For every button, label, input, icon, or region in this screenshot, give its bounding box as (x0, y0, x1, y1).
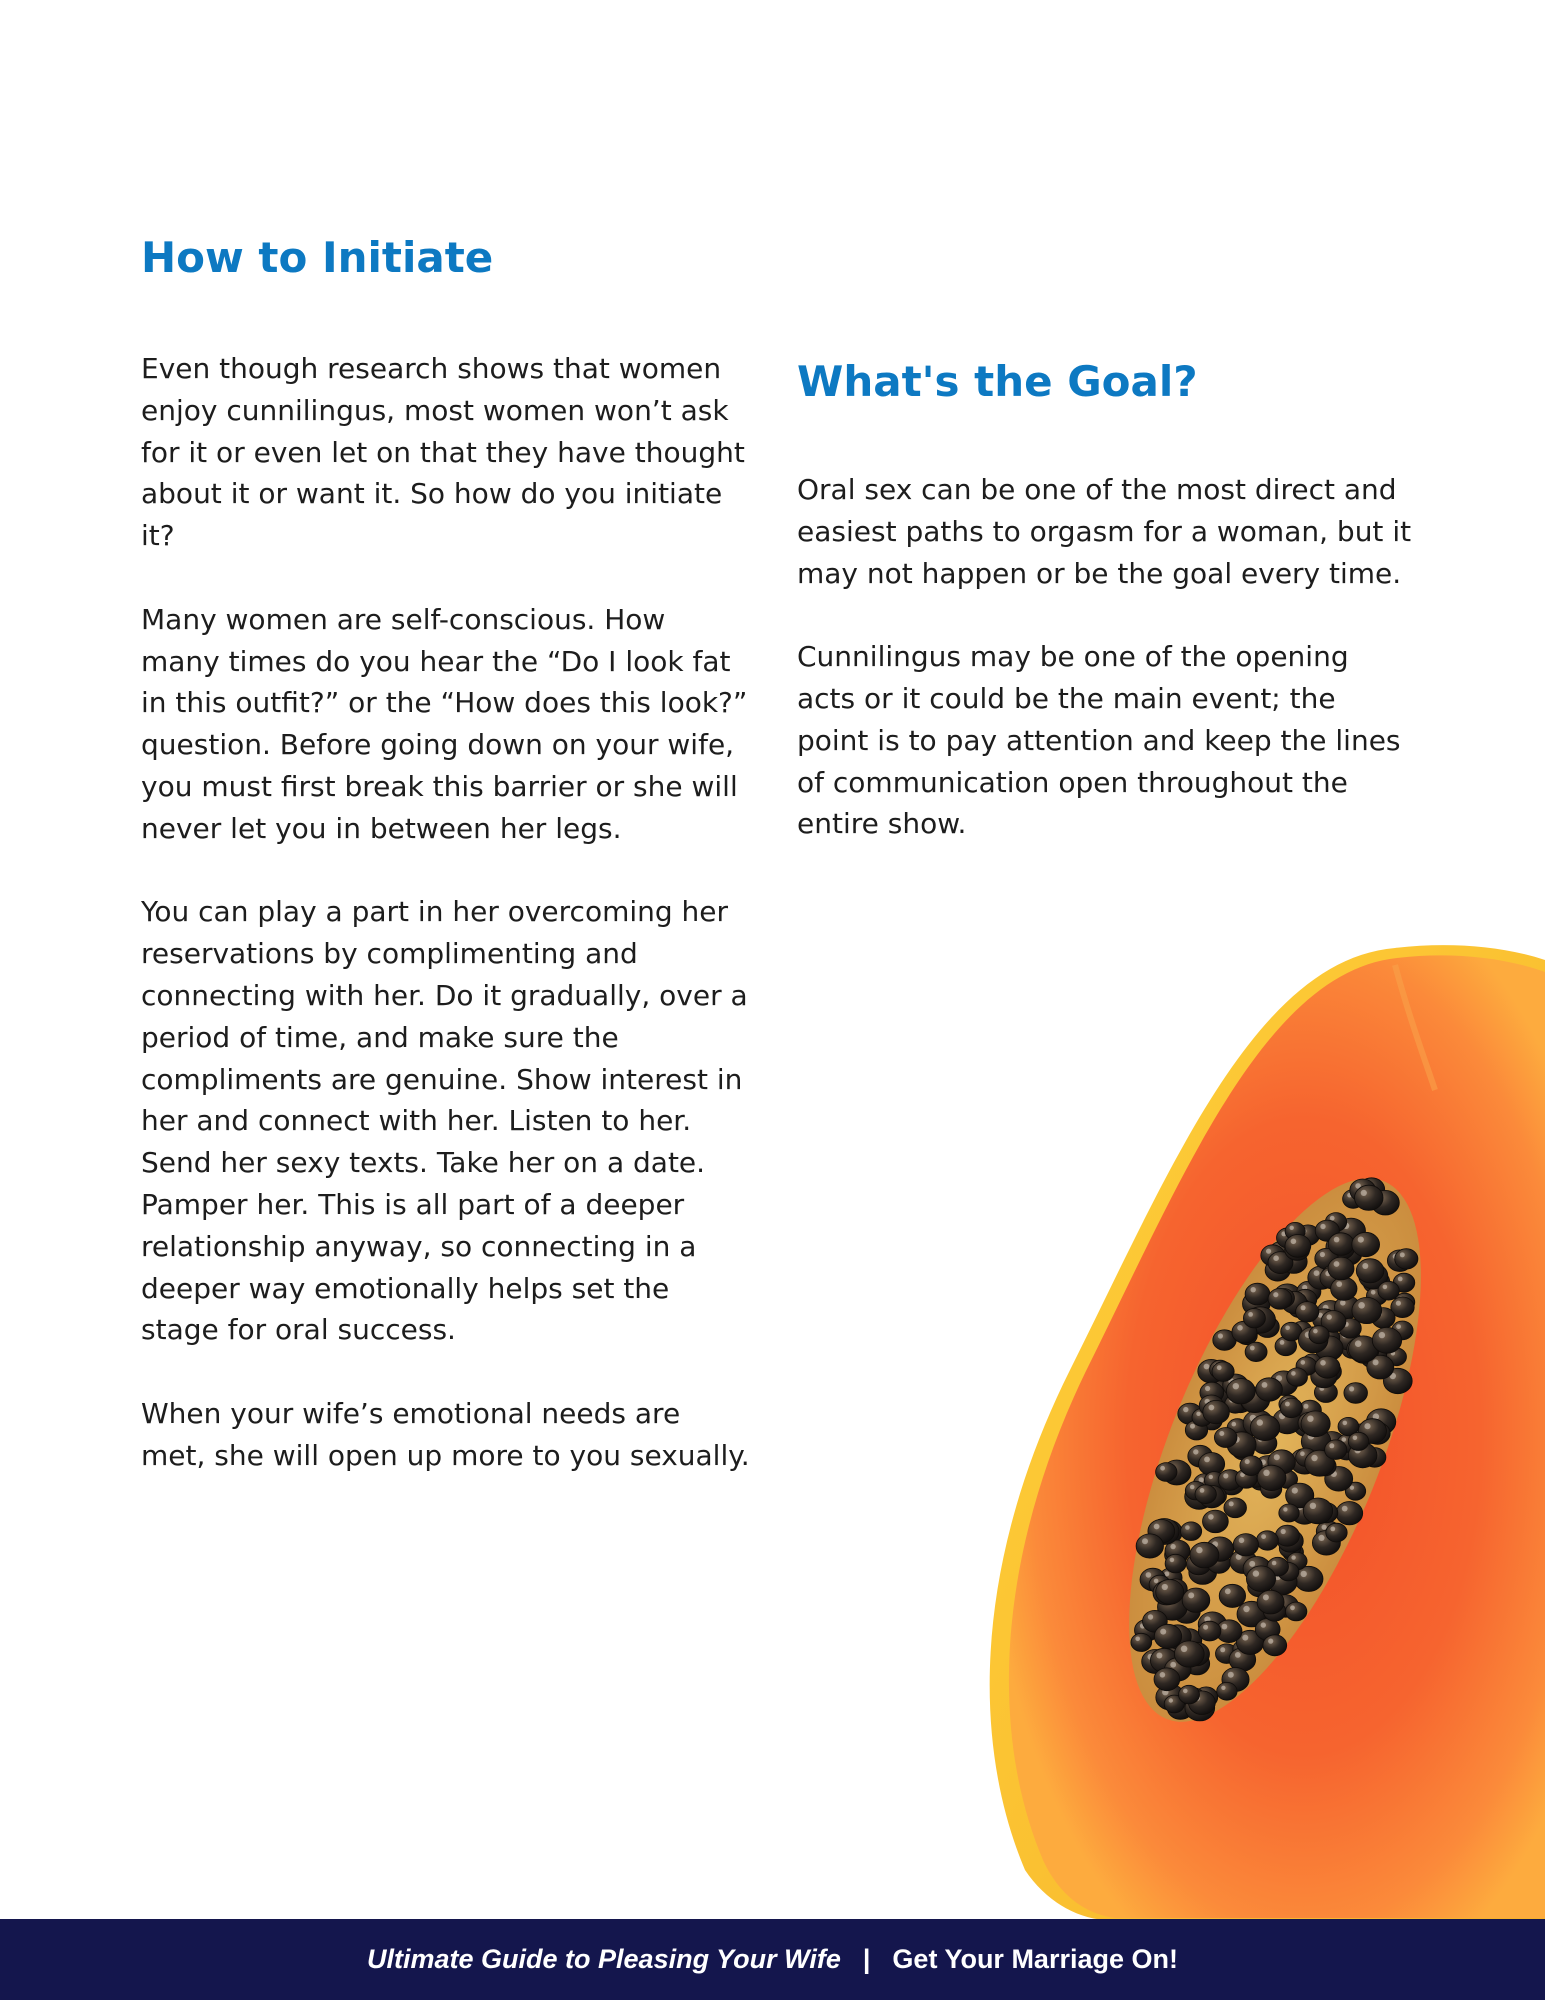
papaya-seed (1280, 1398, 1302, 1418)
seed-highlight (1379, 1332, 1385, 1338)
body-paragraph: Many women are self-conscious. How many times do you hear the “Do I look fat in this outfit?” or the “How does this look?” question. Before going down on your wife, you must first break this barrier or she will never let you in between her legs. (141, 602, 748, 845)
seed-highlight (1273, 1292, 1278, 1297)
papaya-seed (1336, 1502, 1363, 1525)
papaya-seed (1256, 1378, 1283, 1401)
seed-highlight (1373, 1359, 1379, 1365)
seed-highlight (1304, 1404, 1309, 1409)
papaya-illustration (955, 940, 1545, 1920)
seed-highlight (1292, 1488, 1298, 1494)
papaya-seed (1301, 1411, 1330, 1437)
seed-highlight (1160, 1466, 1165, 1471)
papaya-seed (1214, 1428, 1237, 1448)
papaya-seed (1154, 1624, 1181, 1648)
papaya-seed (1325, 1440, 1347, 1460)
papaya-seed (1190, 1542, 1219, 1568)
seed-highlight (1313, 1329, 1318, 1334)
seed-highlight (1235, 1652, 1241, 1658)
papaya-seed (1287, 1368, 1308, 1386)
papaya-seed (1136, 1534, 1163, 1558)
papaya-seed (1328, 1257, 1354, 1280)
seed-highlight (1239, 1538, 1245, 1544)
papaya-seed (1309, 1326, 1329, 1344)
papaya-seed (1355, 1185, 1384, 1210)
papaya-seed (1212, 1362, 1234, 1382)
seed-highlight (1310, 1503, 1316, 1509)
papaya-seed (1243, 1309, 1265, 1328)
seed-highlight (1156, 1653, 1162, 1659)
footer-tagline: Get Your Marriage On! (892, 1944, 1178, 1974)
seed-highlight (1291, 1371, 1296, 1376)
papaya-seed (1226, 1379, 1255, 1404)
seed-highlight (1358, 1302, 1365, 1309)
body-paragraph: Even though research shows that women enjoy cunnilingus, most women won’t ask for it or even let on that they have thought about it or want it. So how do you initiate it? (141, 352, 745, 553)
page-footer (0, 1919, 1545, 2000)
seed-highlight (1196, 1412, 1200, 1416)
seed-highlight (1205, 1386, 1210, 1391)
seed-highlight (1243, 1606, 1249, 1612)
seed-highlight (1290, 1605, 1295, 1610)
seed-highlight (1355, 1340, 1362, 1347)
seed-highlight (1183, 1407, 1188, 1412)
section-heading-whats-the-goal: What's the Goal? (797, 357, 1198, 406)
seed-highlight (1148, 1614, 1153, 1619)
seed-highlight (1242, 1635, 1248, 1641)
seed-highlight (1154, 1524, 1160, 1530)
seed-highlight (1146, 1572, 1152, 1578)
papaya-seed (1348, 1432, 1369, 1450)
seed-highlight (1285, 1326, 1290, 1331)
papaya-seed (1352, 1232, 1380, 1256)
papaya-seed (1156, 1580, 1184, 1605)
papaya-seed (1257, 1465, 1286, 1490)
seed-highlight (1250, 1346, 1255, 1351)
seed-highlight (1371, 1290, 1376, 1295)
papaya-seed (1181, 1522, 1202, 1541)
seed-highlight (1169, 1698, 1173, 1702)
seed-highlight (1170, 1544, 1175, 1549)
papaya-seed (1268, 1288, 1292, 1309)
right-column-text (797, 469, 1412, 845)
left-column-text (141, 348, 751, 1477)
seed-highlight (1228, 1672, 1234, 1678)
papaya-seed (1378, 1281, 1399, 1300)
papaya-seed (1245, 1342, 1267, 1361)
seed-highlight (1154, 1579, 1159, 1584)
seed-highlight (1301, 1360, 1306, 1365)
seed-highlight (1221, 1686, 1225, 1690)
body-paragraph: When your wife’s emotional needs are met, she will open up more to you sexually. (141, 1396, 750, 1472)
seed-highlight (1248, 1312, 1253, 1317)
papaya-seed (1233, 1534, 1258, 1556)
seed-highlight (1219, 1431, 1224, 1436)
papaya-seed (1165, 1554, 1186, 1573)
papaya-seed (1275, 1525, 1299, 1546)
seed-highlight (1327, 1314, 1332, 1319)
papaya-seed (1245, 1283, 1270, 1305)
body-paragraph: You can play a part in her overcoming her reservations by complimenting and connecting with her. Do it gradually, over a period of time, and make sure the compliments are genuine. Show interest in her and connect with her. Listen to her. Send her sexy texts. Take her on a date. Pamper her. This is all part of a deeper relationship anyway, so connecting in a deeper way emotionally helps set the stage for oral success. (141, 895, 748, 1347)
seed-highlight (1220, 1647, 1225, 1652)
seed-highlight (1330, 1216, 1335, 1221)
seed-highlight (1196, 1547, 1202, 1553)
seed-highlight (1233, 1383, 1239, 1389)
papaya-seed (1182, 1588, 1210, 1612)
papaya-seed (1285, 1235, 1311, 1258)
seed-highlight (1142, 1538, 1148, 1544)
seed-highlight (1322, 1525, 1327, 1530)
seed-highlight (1281, 1529, 1286, 1534)
papaya-seed (1296, 1302, 1319, 1322)
seed-highlight (1257, 1419, 1263, 1425)
seed-highlight (1300, 1451, 1305, 1456)
seed-highlight (1209, 1405, 1215, 1411)
papaya-seed (1203, 1510, 1229, 1533)
seed-highlight (1285, 1402, 1290, 1407)
seed-highlight (1208, 1514, 1214, 1520)
seed-highlight (1225, 1588, 1231, 1594)
seed-highlight (1340, 1300, 1346, 1306)
papaya-seed (1179, 1685, 1200, 1704)
seed-highlight (1162, 1584, 1168, 1590)
seed-highlight (1320, 1252, 1325, 1257)
seed-highlight (1266, 1249, 1271, 1254)
seed-highlight (1320, 1360, 1326, 1366)
seed-highlight (1262, 1382, 1268, 1388)
papaya-seed (1203, 1400, 1230, 1423)
papaya-image (955, 940, 1545, 1920)
seed-highlight (1190, 1485, 1195, 1490)
seed-highlight (1263, 1470, 1269, 1476)
footer-title: Ultimate Guide to Pleasing Your Wife (367, 1944, 841, 1974)
seed-highlight (1280, 1340, 1285, 1345)
seed-highlight (1396, 1301, 1401, 1306)
seed-highlight (1311, 1455, 1317, 1461)
seed-highlight (1396, 1324, 1401, 1329)
seed-highlight (1273, 1255, 1279, 1261)
footer-separator: | (862, 1944, 871, 1974)
papaya-seed (1263, 1635, 1287, 1656)
seed-highlight (1334, 1261, 1340, 1267)
papaya-seed (1257, 1590, 1284, 1614)
seed-highlight (1353, 1436, 1358, 1441)
seed-highlight (1361, 1190, 1367, 1196)
papaya-seed (1279, 1504, 1299, 1522)
papaya-seed (1344, 1383, 1368, 1404)
papaya-seed (1303, 1498, 1332, 1524)
seed-highlight (1358, 1237, 1364, 1243)
seed-highlight (1217, 1365, 1222, 1370)
seed-highlight (1362, 1263, 1368, 1269)
seed-highlight (1261, 1622, 1266, 1627)
seed-highlight (1272, 1561, 1277, 1566)
seed-highlight (1329, 1443, 1334, 1448)
papaya-seed (1154, 1668, 1180, 1691)
seed-highlight (1229, 1501, 1234, 1506)
seed-highlight (1268, 1639, 1273, 1644)
seed-highlight (1218, 1333, 1223, 1338)
papaya-seed (1219, 1584, 1245, 1607)
seed-highlight (1223, 1473, 1228, 1478)
papaya-seed (1372, 1327, 1401, 1353)
seed-highlight (1204, 1457, 1210, 1463)
seed-highlight (1314, 1270, 1320, 1276)
seed-highlight (1291, 1239, 1297, 1245)
section-heading-how-to-initiate: How to Initiate (141, 233, 494, 282)
seed-highlight (1253, 1570, 1259, 1576)
seed-highlight (1334, 1237, 1340, 1243)
seed-highlight (1263, 1594, 1269, 1600)
seed-highlight (1398, 1277, 1403, 1282)
seed-highlight (1160, 1672, 1166, 1678)
seed-highlight (1249, 1561, 1255, 1567)
seed-highlight (1400, 1252, 1405, 1257)
papaya-seed (1256, 1531, 1278, 1550)
seed-highlight (1183, 1689, 1188, 1694)
seed-highlight (1200, 1488, 1205, 1493)
seed-highlight (1291, 1555, 1295, 1559)
seed-highlight (1283, 1507, 1287, 1511)
seed-highlight (1170, 1662, 1176, 1668)
seed-highlight (1222, 1624, 1228, 1630)
seed-highlight (1237, 1325, 1243, 1331)
seed-highlight (1301, 1571, 1307, 1577)
papaya-seed (1217, 1682, 1237, 1700)
seed-highlight (1364, 1423, 1370, 1429)
papaya-seed (1315, 1356, 1340, 1378)
seed-highlight (1209, 1475, 1213, 1479)
seed-highlight (1188, 1592, 1194, 1598)
body-paragraph: Cunnilingus may be one of the opening acts or it could be the main event; the point is to pay attention and keep the lines of communication open throughout the entire show. (797, 640, 1401, 841)
papaya-seed (1395, 1249, 1418, 1269)
seed-highlight (1320, 1224, 1325, 1229)
papaya-seed (1286, 1602, 1307, 1621)
seed-highlight (1261, 1534, 1266, 1539)
papaya-seed (1356, 1259, 1384, 1283)
seed-highlight (1203, 1625, 1208, 1630)
seed-highlight (1251, 1287, 1256, 1292)
seed-highlight (1160, 1629, 1166, 1635)
seed-highlight (1307, 1416, 1313, 1422)
seed-highlight (1290, 1226, 1294, 1230)
seed-highlight (1185, 1525, 1190, 1530)
papaya-seed (1352, 1297, 1382, 1323)
papaya-seed (1195, 1485, 1216, 1504)
seed-highlight (1349, 1386, 1354, 1391)
papaya-seed (1156, 1463, 1177, 1482)
papaya-seed (1198, 1621, 1221, 1641)
papaya-seed (1326, 1523, 1347, 1542)
papaya-seed (1224, 1498, 1247, 1518)
seed-highlight (1232, 1422, 1237, 1427)
seed-highlight (1301, 1305, 1306, 1310)
papaya-seed (1246, 1566, 1275, 1592)
seed-highlight (1336, 1281, 1342, 1287)
seed-highlight (1343, 1421, 1348, 1426)
seed-highlight (1330, 1527, 1335, 1532)
seed-highlight (1245, 1459, 1250, 1464)
seed-highlight (1383, 1285, 1388, 1290)
papaya-seed (1250, 1415, 1279, 1441)
seed-highlight (1204, 1364, 1210, 1370)
seed-highlight (1193, 1449, 1198, 1454)
seed-highlight (1274, 1454, 1280, 1460)
seed-highlight (1170, 1558, 1175, 1563)
seed-highlight (1318, 1535, 1324, 1541)
papaya-seed (1331, 1277, 1357, 1300)
papaya-seed (1174, 1641, 1204, 1667)
seed-highlight (1190, 1424, 1195, 1429)
seed-highlight (1181, 1646, 1188, 1653)
papaya-seed (1131, 1633, 1152, 1651)
seed-highlight (1135, 1637, 1140, 1642)
papaya-seed (1328, 1233, 1354, 1256)
seed-highlight (1342, 1437, 1347, 1442)
seed-highlight (1342, 1506, 1348, 1512)
body-paragraph: Oral sex can be one of the most direct and easiest paths to orgasm for a woman, but it may not happen or be the goal every time. (797, 473, 1412, 590)
